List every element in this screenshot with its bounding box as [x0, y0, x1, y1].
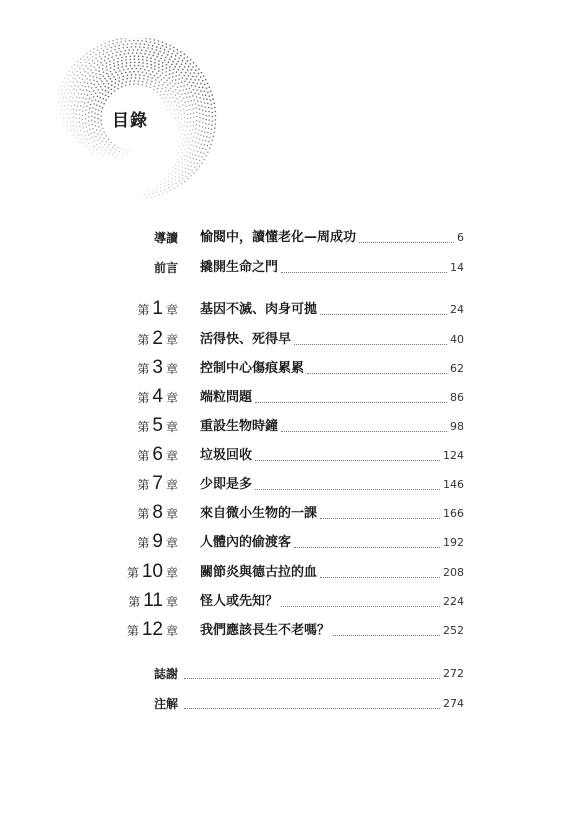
toc-page-number: 208 — [443, 566, 464, 579]
toc-leader — [294, 344, 447, 345]
toc-row-chapter-5[interactable] — [120, 411, 464, 435]
toc-title: 重設生物時鐘 — [200, 419, 279, 434]
toc-leader — [359, 242, 454, 243]
toc-row-chapter-2[interactable] — [120, 324, 464, 348]
toc-title: 怪人或先知？ — [200, 594, 279, 609]
chapter-prefix: 第 — [137, 362, 150, 376]
toc-leader — [320, 518, 440, 519]
toc-row-chapter-11[interactable] — [120, 586, 464, 610]
chapter-number: 8 — [152, 502, 163, 523]
toc-row-chapter-8[interactable] — [120, 498, 464, 522]
toc-leader — [294, 547, 440, 548]
toc-title: 關節炎與德古拉的血 — [200, 565, 318, 580]
toc-page-number: 272 — [443, 667, 464, 680]
chapter-label — [120, 563, 178, 581]
toc-label: 前言 — [153, 261, 178, 275]
chapter-label — [120, 388, 178, 406]
toc-row-chapter-10[interactable] — [120, 557, 464, 581]
toc-leader — [307, 373, 447, 374]
toc-row-chapter-6[interactable] — [120, 440, 464, 464]
chapter-suffix: 章 — [165, 420, 178, 434]
toc-title: 端粒問題 — [200, 390, 253, 405]
toc-row-notes[interactable] — [120, 688, 464, 712]
toc-page-number: 274 — [443, 697, 464, 710]
chapter-label — [120, 475, 178, 493]
toc-label: 誌謝 — [153, 667, 178, 681]
toc-title: 愉閱中，讀懂老化—周成功 — [200, 230, 357, 245]
toc-page-number: 252 — [443, 624, 464, 637]
toc-title: 活得快、死得早 — [200, 332, 292, 347]
chapter-suffix: 章 — [165, 566, 178, 580]
chapter-suffix: 章 — [165, 333, 178, 347]
toc-leader — [184, 678, 440, 679]
toc-leader — [255, 489, 440, 490]
toc-author: —周成功 — [304, 230, 357, 245]
chapter-label — [120, 330, 178, 348]
toc-row-chapter-3[interactable] — [120, 353, 464, 377]
chapter-number: 6 — [152, 444, 163, 465]
chapter-prefix: 第 — [128, 595, 141, 609]
chapter-number: 7 — [152, 473, 163, 494]
toc-leader — [255, 460, 440, 461]
chapter-label — [120, 417, 178, 435]
chapter-label — [120, 533, 178, 551]
toc-title: 撬開生命之門 — [200, 260, 279, 275]
toc-page-number: 146 — [443, 478, 464, 491]
toc-page-number: 86 — [450, 391, 464, 404]
chapter-number: 11 — [143, 590, 163, 611]
toc-leader — [281, 431, 447, 432]
toc-page-number: 40 — [450, 333, 464, 346]
toc-page-number: 6 — [457, 231, 464, 244]
chapter-prefix: 第 — [137, 303, 150, 317]
chapter-suffix: 章 — [165, 624, 178, 638]
chapter-number: 1 — [152, 298, 163, 319]
toc-title: 控制中心傷痕累累 — [200, 361, 305, 376]
chapter-suffix: 章 — [165, 595, 178, 609]
chapter-label — [120, 592, 178, 610]
chapter-label — [120, 300, 178, 318]
toc-row-chapter-9[interactable] — [120, 527, 464, 551]
toc-page-number: 62 — [450, 362, 464, 375]
chapter-suffix: 章 — [165, 391, 178, 405]
toc-title: 少即是多 — [200, 477, 253, 492]
toc-leader — [320, 314, 447, 315]
chapter-prefix: 第 — [137, 333, 150, 347]
chapter-number: 3 — [152, 357, 163, 378]
chapter-suffix: 章 — [165, 478, 178, 492]
toc-label: 導讀 — [153, 231, 178, 245]
toc-title: 人體內的偷渡客 — [200, 535, 292, 550]
chapter-prefix: 第 — [126, 624, 139, 638]
toc-leader — [320, 577, 440, 578]
toc-row-acknowledgements[interactable] — [120, 658, 464, 682]
chapter-prefix: 第 — [137, 536, 150, 550]
chapter-prefix: 第 — [137, 478, 150, 492]
chapter-number: 9 — [152, 531, 163, 552]
toc-row-foreword[interactable] — [120, 222, 464, 246]
chapter-label — [120, 359, 178, 377]
chapter-prefix: 第 — [137, 420, 150, 434]
toc-title: 垃圾回收 — [200, 448, 253, 463]
toc-page-number: 124 — [443, 449, 464, 462]
toc-title: 基因不滅、肉身可拋 — [200, 302, 318, 317]
toc-leader — [184, 708, 440, 709]
chapter-number: 2 — [152, 328, 163, 349]
chapter-suffix: 章 — [165, 449, 178, 463]
chapter-number: 4 — [152, 386, 163, 407]
toc-row-chapter-1[interactable] — [120, 294, 464, 318]
chapter-prefix: 第 — [137, 507, 150, 521]
toc-page-number: 224 — [443, 595, 464, 608]
chapter-prefix: 第 — [126, 566, 139, 580]
toc-leader — [281, 272, 447, 273]
toc-row-chapter-12[interactable] — [120, 615, 464, 639]
chapter-suffix: 章 — [165, 362, 178, 376]
page-title: 目錄 — [112, 111, 148, 131]
toc-page-number: 192 — [443, 536, 464, 549]
toc-row-chapter-4[interactable] — [120, 382, 464, 406]
toc-row-chapter-7[interactable] — [120, 469, 464, 493]
toc-leader — [281, 606, 440, 607]
chapter-number: 5 — [152, 415, 163, 436]
toc-leader — [333, 635, 440, 636]
toc-row-preface[interactable] — [120, 252, 464, 276]
chapter-suffix: 章 — [165, 303, 178, 317]
chapter-label — [120, 504, 178, 522]
toc-title: 來自微小生物的一課 — [200, 506, 318, 521]
toc-page-number: 24 — [450, 303, 464, 316]
chapter-label — [120, 621, 178, 639]
toc-label: 注解 — [153, 697, 178, 711]
toc-page-number: 98 — [450, 420, 464, 433]
chapter-prefix: 第 — [137, 391, 150, 405]
toc-title: 我們應該長生不老嗎？ — [200, 623, 331, 638]
chapter-label — [120, 446, 178, 464]
chapter-suffix: 章 — [165, 536, 178, 550]
chapter-suffix: 章 — [165, 507, 178, 521]
chapter-number: 10 — [141, 561, 163, 582]
toc-page-number: 14 — [450, 261, 464, 274]
toc-page-number: 166 — [443, 507, 464, 520]
toc-leader — [255, 402, 447, 403]
chapter-number: 12 — [141, 619, 163, 640]
chapter-prefix: 第 — [137, 449, 150, 463]
